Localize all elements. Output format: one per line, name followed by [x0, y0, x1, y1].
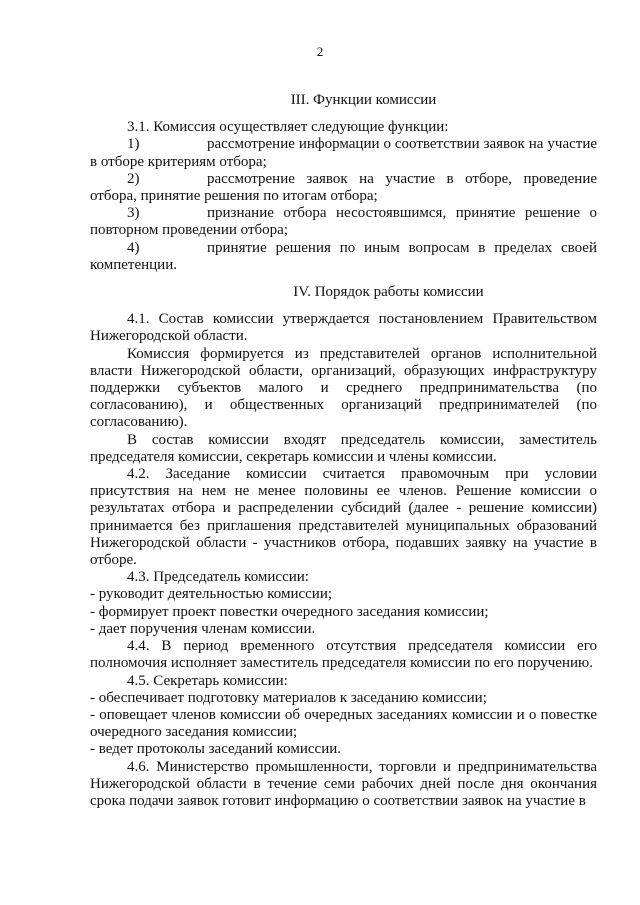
function-item	[90, 171, 597, 205]
document-body	[90, 92, 597, 810]
paragraph-4-3: 4.3. Председатель комиссии:	[127, 569, 309, 586]
chair-duty-item: - дает поручения членам комиссии.	[90, 620, 316, 637]
paragraph-4-2: 4.2. Заседание комиссии считается правомочным при условии присутствия на нем не менее половины ее членов. Решение комиссии о результатах отбора и распределении субсидий (далее - решение комиссии) принимается без приглашения представителей муниципальных образований Нижегородской области - участников отбора, подавших заявку на участие в отборе.	[90, 466, 597, 569]
page-number: 2	[316, 44, 324, 59]
paragraph-4-4: 4.4. В период временного отсутствия председателя комиссии его полномочия исполняет заместитель председателя комиссии по его поручению.	[90, 638, 597, 672]
paragraph-4-1: 4.1. Состав комиссии утверждается постановлением Правительством Нижегородской области.	[90, 311, 597, 345]
function-item-text: рассмотрение заявок на участие в отборе, проведение отбора, принятие решения по итогам отбора;	[90, 170, 597, 205]
paragraph-4-5: 4.5. Секретарь комиссии:	[127, 672, 288, 689]
function-item-number: 3)	[127, 205, 140, 222]
function-item	[90, 240, 597, 274]
secretary-duty-item: - оповещает членов комиссии об очередных заседаниях комиссии и о повестке очередного заседания комиссии;	[90, 706, 597, 741]
function-item	[90, 136, 597, 170]
function-item-text: принятие решения по иным вопросам в пределах своей компетенции.	[90, 239, 597, 273]
paragraph-4-6: 4.6. Министерство промышленности, торговли и предпринимательства Нижегородской области в течение семи рабочих дней после дня окончания срока подачи заявок готовит информацию о соответствии заявок на участие в	[90, 758, 597, 809]
paragraph-commission-formation: Комиссия формируется из представителей органов исполнительной власти Нижегородской области, организаций, образующих инфраструктуру поддержки субъектов малого и среднего предпринимательства (по согласованию), и общественных организаций предпринимателей (по согласованию).	[90, 345, 597, 431]
section-4-heading: IV. Порядок работы комиссии	[293, 284, 484, 301]
function-item-number: 1)	[127, 136, 140, 153]
chair-duty-item: - формирует проект повестки очередного заседания комиссии;	[90, 603, 489, 620]
secretary-duty-item: - обеспечивает подготовку материалов к заседанию комиссии;	[90, 689, 487, 706]
chair-duty-item: - руководит деятельностью комиссии;	[90, 586, 333, 603]
function-item-number: 2)	[127, 170, 140, 187]
function-item-text: признание отбора несостоявшимся, принятие решение о повторном проведении отбора;	[90, 205, 597, 239]
secretary-duty-item: - ведет протоколы заседаний комиссии.	[90, 741, 342, 758]
section-3-heading: III. Функции комиссии	[290, 92, 437, 108]
function-item	[90, 205, 597, 239]
section-3-intro: 3.1. Комиссия осуществляет следующие функции:	[127, 119, 449, 136]
paragraph-commission-composition: В состав комиссии входят председатель комиссии, заместитель председателя комиссии, секретарь комиссии и члены комиссии.	[90, 431, 597, 465]
function-item-number: 4)	[127, 239, 140, 256]
function-item-text: рассмотрение информации о соответствии заявок на участие в отборе критериям отбора;	[90, 136, 597, 170]
